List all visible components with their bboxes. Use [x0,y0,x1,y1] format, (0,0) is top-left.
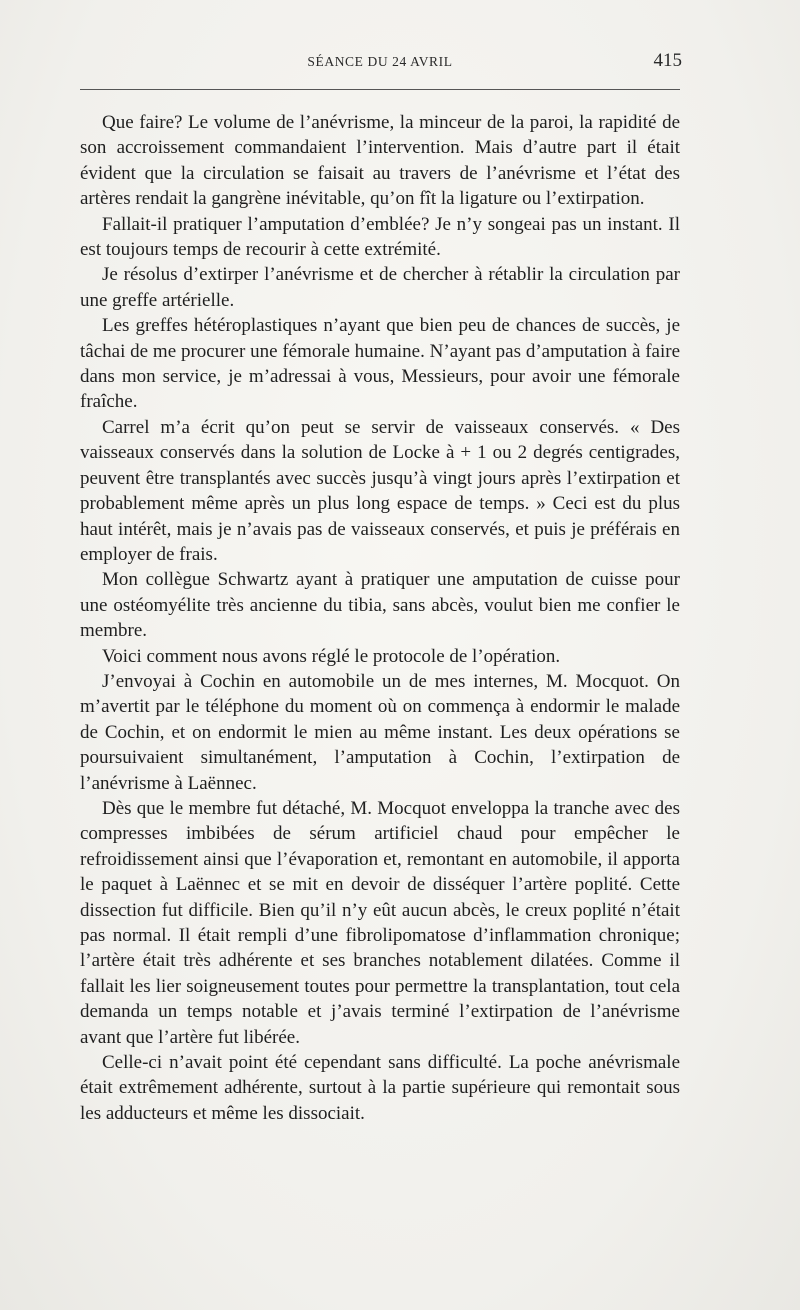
paragraph: Carrel m’a écrit qu’on peut se servir de vaisseaux conservés. « Des vaisseaux conservés dans la solution de Locke à + 1 ou 2 degrés centigrades, peuvent être transplantés avec succès jusqu’à vingt jours après l’extirpation et probablement même après un plus long espace de temps. » Ceci est du plus haut intérêt, mais je n’avais pas de vaisseaux conservés, et puis je préférais en employer de frais. [80,416,680,565]
page-number: 415 [653,50,682,71]
header-rule [80,89,680,90]
paragraph: Que faire? Le volume de l’anévrisme, la minceur de la paroi, la rapidité de son accroissement commandaient l’intervention. Mais d’autre part il était évident que la circulation se faisait au travers de l’anévrisme et l’état des artères rendait la gangrène inévitable, qu’on fît la ligature ou l’extirpation. [80,112,680,210]
paragraph: Les greffes hétéroplastiques n’ayant que bien peu de chances de succès, je tâchai de me procurer une fémorale humaine. N’ayant pas d’amputation à faire dans mon service, je m’adressai à vous, Messieurs, pour avoir une fémorale fraîche. [80,315,680,413]
paragraph: J’envoyai à Cochin en automobile un de mes internes, M. Mocquot. On m’avertit par le téléphone du moment où on commença à endormir le malade de Cochin, et on endormit le mien au même instant. Les deux opérations se poursuivaient simultanément, l’amputation à Cochin, l’extirpation de l’anévrisme à Laënnec. [80,670,680,794]
running-head [80,50,680,74]
running-title: SÉANCE DU 24 AVRIL [307,54,453,69]
paragraph: Dès que le membre fut détaché, M. Mocquot enveloppa la tranche avec des compresses imbibées de sérum artificiel chaud pour empêcher le refroidissement ainsi que l’évaporation et, remontant en automobile, il apporta le paquet à Laënnec et se mit en devoir de disséquer l’artère poplité. Cette dissection fut difficile. Bien qu’il n’y eût aucun abcès, le creux poplité n’était pas normal. Il était rempli d’une fibrolipomatose d’inflammation chronique; l’artère était très adhérente et ses branches notablement dilatées. Comme il fallait les lier soigneusement toutes pour permettre la transplantation, tout cela demanda un temps notable et j’avais terminé l’extirpation de l’anévrisme avant que l’artère fut libérée. [80,797,680,1048]
paragraph: Mon collègue Schwartz ayant à pratiquer une amputation de cuisse pour une ostéomyélite très ancienne du tibia, sans abcès, voulut bien me confier le membre. [80,569,680,642]
paragraph: Voici comment nous avons réglé le protocole de l’opération. [102,645,561,667]
paragraph: Je résolus d’extirper l’anévrisme et de chercher à rétablir la circulation par une greffe artérielle. [80,264,680,311]
paragraph: Fallait-il pratiquer l’amputation d’emblée? Je n’y songeai pas un instant. Il est toujours temps de recourir à cette extrémité. [80,213,680,261]
body-text [80,110,680,1126]
paragraph: Celle-ci n’avait point été cependant sans difficulté. La poche anévrismale était extrêmement adhérente, surtout à la partie supérieure qui remontait sous les adducteurs et même les dissociait. [80,1052,680,1124]
